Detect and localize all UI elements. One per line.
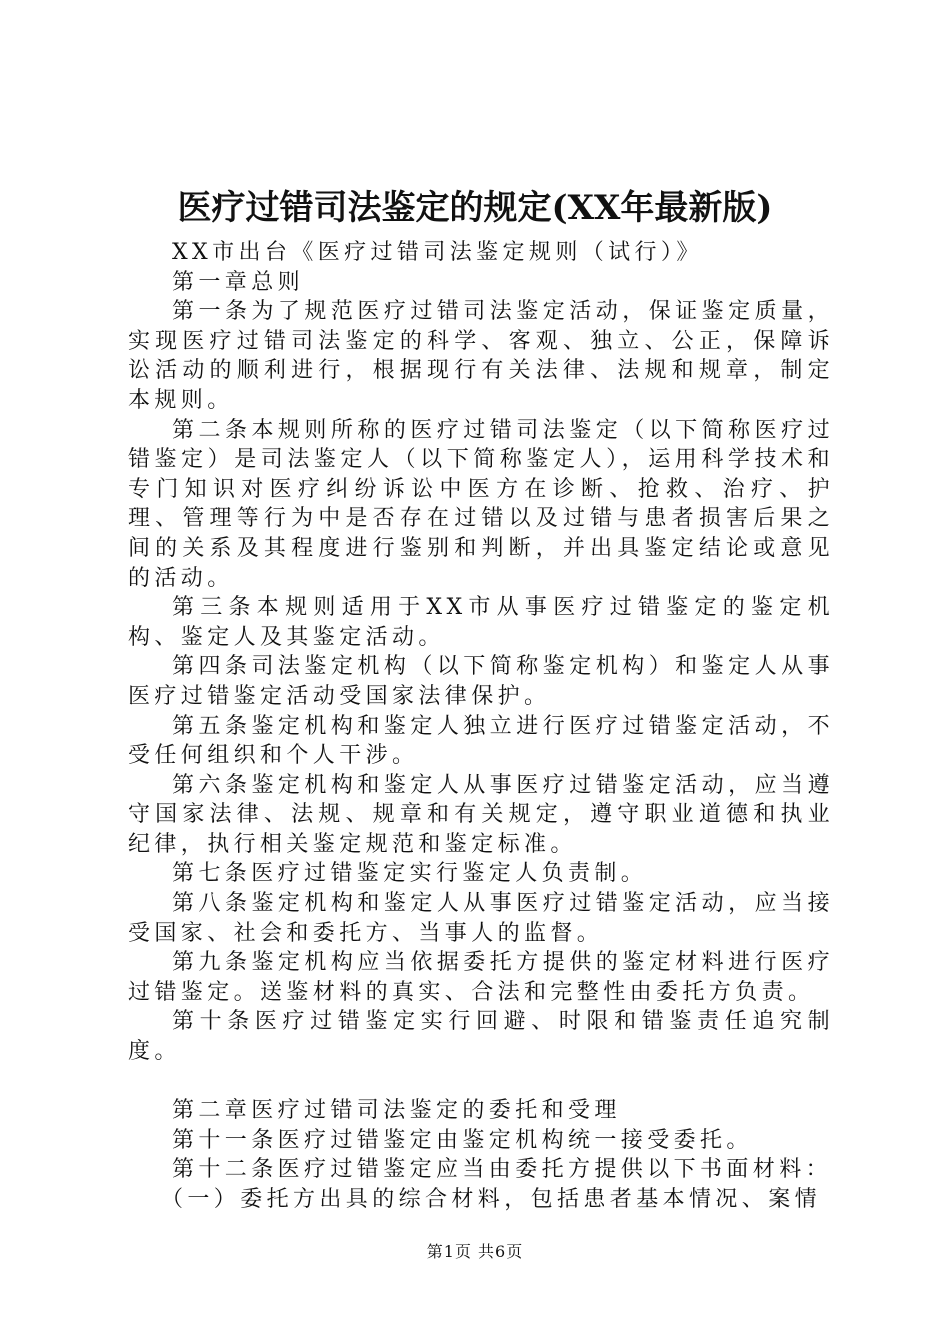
article-6: 第六条鉴定机构和鉴定人从事医疗过错鉴定活动，应当遵守国家法律、法规、规章和有关规定，遵守职业道德和执业纪律，执行相关鉴定规范和鉴定标准。	[128, 772, 834, 857]
chapter-heading-2: 第二章医疗过错司法鉴定的委托和受理	[172, 1098, 621, 1124]
article-12: 第十二条医疗过错鉴定应当由委托方提供以下书面材料：	[172, 1157, 833, 1183]
article-11: 第十一条医疗过错鉴定由鉴定机构统一接受委托。	[172, 1127, 753, 1153]
article-2: 第二条本规则所称的医疗过错司法鉴定（以下简称医疗过错鉴定）是司法鉴定人（以下简称鉴定人），运用科学技术和专门知识对医疗纠纷诉讼中医方在诊断、抢救、治疗、护理、管理等行为中是否存在过错以及过错与患者损害后果之间的关系及其程度进行鉴别和判断，并出具鉴定结论或意见的活动。	[128, 417, 834, 591]
page-footer: 第1页 共6页	[426, 1242, 524, 1261]
article-9: 第九条鉴定机构应当依据委托方提供的鉴定材料进行医疗过错鉴定。送鉴材料的真实、合法和完整性由委托方负责。	[128, 950, 834, 1005]
article-5: 第五条鉴定机构和鉴定人独立进行医疗过错鉴定活动，不受任何组织和个人干涉。	[128, 713, 834, 769]
article-7: 第七条医疗过错鉴定实行鉴定人负责制。	[172, 861, 648, 887]
article-1: 第一条为了规范医疗过错司法鉴定活动，保证鉴定质量，实现医疗过错司法鉴定的科学、客观、独立、公正，保障诉讼活动的顺利进行，根据现行有关法律、法规和规章，制定本规则。	[128, 299, 834, 413]
document-title: 医疗过错司法鉴定的规定(XX年最新版)	[177, 188, 773, 228]
article-4: 第四条司法鉴定机构（以下简称鉴定机构）和鉴定人从事医疗过错鉴定活动受国家法律保护。	[128, 654, 834, 709]
article-3: 第三条本规则适用于XX市从事医疗过错鉴定的鉴定机构、鉴定人及其鉴定活动。	[128, 595, 834, 650]
article-8: 第八条鉴定机构和鉴定人从事医疗过错鉴定活动，应当接受国家、社会和委托方、当事人的监督。	[128, 891, 834, 946]
paragraph-intro: XX市出台《医疗过错司法鉴定规则（试行）》	[172, 240, 703, 265]
article-10: 第十条医疗过错鉴定实行回避、时限和错鉴责任追究制度。	[128, 1009, 834, 1065]
article-12-item-1: （一）委托方出具的综合材料，包括患者基本情况、案情	[161, 1187, 822, 1212]
chapter-heading-1: 第一章总则	[172, 269, 305, 295]
document-body	[128, 238, 834, 1215]
